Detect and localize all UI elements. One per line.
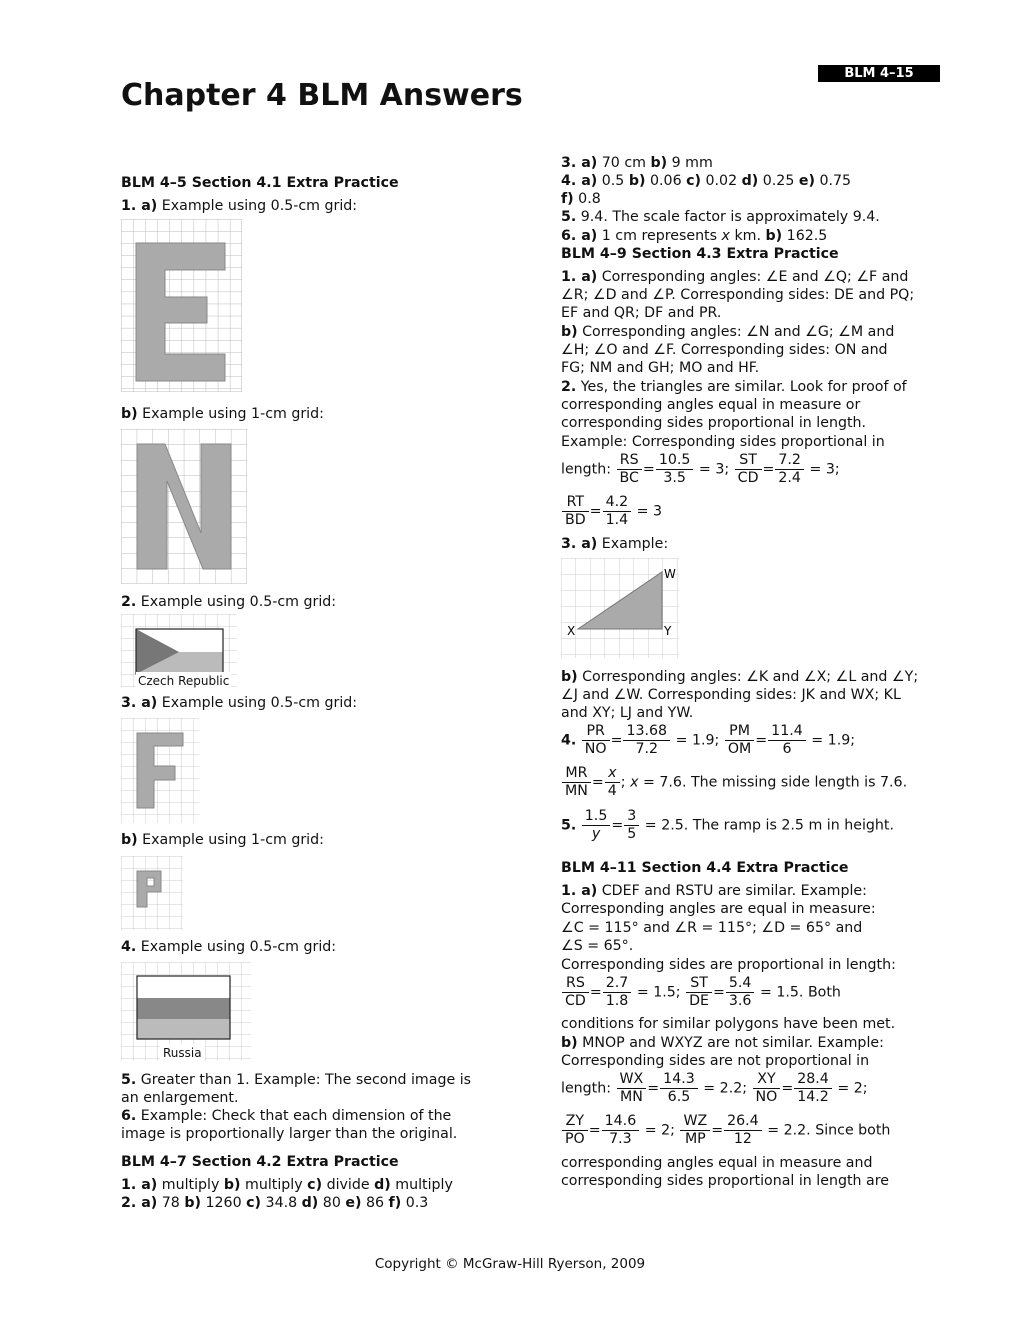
s4-q1a-fractions: $\frac{RS}{CD}$ = $\frac{2.7}{1.8}$ = 1.5; $\frac{ST}{DE}$ = $\frac{5.4}{3.6}$ = 1.5. Both [561, 975, 841, 1010]
label-y: Y [664, 624, 672, 638]
section-heading-4-5: BLM 4–5 Section 4.1 Extra Practice [121, 175, 399, 191]
s4-q1a-line2: Corresponding angles are equal in measure: [561, 901, 876, 917]
s3-q2-line4: Example: Corresponding sides proportional in [561, 434, 885, 450]
fraction-rs-cd: $\frac{RS}{CD}$ [562, 975, 589, 1010]
s3-q2-line2: corresponding angles equal in measure or [561, 397, 861, 413]
question-5-cont: an enlargement. [121, 1090, 239, 1106]
russia-label: Russia [160, 1044, 205, 1062]
s4-q1b-line4: corresponding sides proportional in length are [561, 1173, 889, 1189]
letter-e-figure [121, 219, 242, 392]
letter-n-figure [121, 429, 247, 584]
fraction-pm-om: $\frac{PM}{OM}$ [725, 723, 754, 758]
letter-f-figure [121, 718, 199, 823]
fraction-wz-mp: $\frac{WZ}{MP}$ [680, 1113, 710, 1148]
r-question-4: 4. a) 0.5 b) 0.06 c) 0.02 d) 0.25 e) 0.75 [561, 173, 852, 189]
s4-q1a-line3: ∠C = 115° and ∠R = 115°; ∠D = 65° and [561, 920, 863, 936]
fraction-zy-po: $\frac{ZY}{PO}$ [562, 1113, 588, 1148]
r-question-5: 5. 9.4. The scale factor is approximately 9.4. [561, 209, 880, 225]
fraction-mr-mn: $\frac{MR}{MN}$ [562, 765, 591, 800]
s3-q3b-line1: b) Corresponding angles: ∠K and ∠X; ∠L and ∠Y; [561, 669, 919, 685]
s3-q3a: 3. a) Example: [561, 536, 669, 552]
s3-q1a-line3: EF and QR; DF and PR. [561, 305, 722, 321]
s4-q1b-line1: b) MNOP and WXYZ are not similar. Example: [561, 1035, 884, 1051]
s3-q5-fractions: 5. $\frac{1.5}{y}$ = $\frac{3}{5}$ = 2.5. The ramp is 2.5 m in height. [561, 808, 894, 842]
r-question-6: 6. a) 1 cm represents x km. b) 162.5 [561, 228, 828, 244]
fraction-rs-bc: $\frac{RS}{BC}$ [617, 452, 642, 487]
s3-q1b-line2: ∠H; ∠O and ∠F. Corresponding sides: ON and [561, 342, 888, 358]
section-heading-4-11: BLM 4–11 Section 4.4 Extra Practice [561, 860, 849, 876]
s3-q3b-line2: ∠J and ∠W. Corresponding sides: JK and WX; KL [561, 687, 901, 703]
s4-q1a-line4: ∠S = 65°. [561, 938, 634, 954]
blm-badge: BLM 4–15 [818, 65, 940, 82]
s3-q2-fractions-row2: $\frac{RT}{BD}$ = $\frac{4.2}{1.4}$ = 3 [561, 494, 662, 529]
s3-q2-fractions-row1: length: $\frac{RS}{BC}$ = $\frac{10.5}{3.5}$ = 3; $\frac{ST}{CD}$ = $\frac{7.2}{2.4}$ = 3; [561, 452, 840, 486]
s3-q2-line1: 2. Yes, the triangles are similar. Look for proof of [561, 379, 907, 395]
fraction-15-y: $\frac{1.5}{y}$ [582, 808, 611, 843]
s4-q1b-line3: corresponding angles equal in measure and [561, 1155, 873, 1171]
question-6: 6. Example: Check that each dimension of the [121, 1108, 452, 1124]
s3-q2-line3: corresponding sides proportional in length. [561, 415, 867, 431]
r-question-3: 3. a) 70 cm b) 9 mm [561, 155, 713, 171]
s3-q3b-line3: and XY; LJ and YW. [561, 705, 694, 721]
question-1a: 1. a) Example using 0.5-cm grid: [121, 198, 358, 214]
section-heading-4-9: BLM 4–9 Section 4.3 Extra Practice [561, 246, 839, 262]
s3-q1a-line2: ∠R; ∠D and ∠P. Corresponding sides: DE and PQ; [561, 287, 915, 303]
question-1b: b) Example using 1-cm grid: [121, 406, 324, 422]
fraction-xy-no: $\frac{XY}{NO}$ [753, 1071, 781, 1106]
question-2: 2. Example using 0.5-cm grid: [121, 594, 337, 610]
r-question-4f: f) 0.8 [561, 191, 601, 207]
section-heading-4-7: BLM 4–7 Section 4.2 Extra Practice [121, 1154, 399, 1170]
fraction-pr-no: $\frac{PR}{NO}$ [582, 723, 610, 758]
fraction-rt-bd: $\frac{RT}{BD}$ [562, 494, 589, 529]
question-3b: b) Example using 1-cm grid: [121, 832, 324, 848]
letter-p-figure [121, 856, 183, 930]
s4-q1b-fractions-row1: length: $\frac{WX}{MN}$ = $\frac{14.3}{6.5}$ = 2.2; $\frac{XY}{NO}$ = $\frac{28.4}{14.2}$ = 2; [561, 1071, 868, 1105]
label-w: W [664, 567, 676, 581]
fraction-wx-mn: $\frac{WX}{MN}$ [617, 1071, 647, 1106]
question-6-cont: image is proportionally larger than the original. [121, 1126, 458, 1142]
s3-q1b-line3: FG; NM and GH; MO and HF. [561, 360, 760, 376]
question-5: 5. Greater than 1. Example: The second image is [121, 1072, 472, 1088]
s3-q1b-line1: b) Corresponding angles: ∠N and ∠G; ∠M and [561, 324, 895, 340]
s4-q1a-line6: conditions for similar polygons have been met. [561, 1016, 896, 1032]
question-3a: 3. a) Example using 0.5-cm grid: [121, 695, 358, 711]
s3-q4-fractions-row1: 4. $\frac{PR}{NO}$ = $\frac{13.68}{7.2}$ = 1.9; $\frac{PM}{OM}$ = $\frac{11.4}{6}$ = 1.9; [561, 723, 856, 757]
s4-q1b-fractions-row2: $\frac{ZY}{PO}$ = $\frac{14.6}{7.3}$ = 2; $\frac{WZ}{MP}$ = $\frac{26.4}{12}$ = 2.2. Since both [561, 1113, 890, 1148]
s3-q1a-line1: 1. a) Corresponding angles: ∠E and ∠Q; ∠F and [561, 269, 909, 285]
s4-q1a-line5: Corresponding sides are proportional in length: [561, 957, 896, 973]
copyright-footer: Copyright © McGraw-Hill Ryerson, 2009 [374, 1256, 646, 1272]
s4-q1a-line1: 1. a) CDEF and RSTU are similar. Example: [561, 883, 867, 899]
label-x: X [567, 624, 576, 638]
fraction-st-cd: $\frac{ST}{CD}$ [735, 452, 762, 487]
s4-q1b-line2: Corresponding sides are not proportional in [561, 1053, 870, 1069]
triangle-wxy-figure [561, 558, 679, 658]
czech-label: Czech Republic [138, 674, 230, 688]
s2-question-1: 1. a) multiply b) multiply c) divide d) multiply [121, 1177, 453, 1193]
s3-q4-fractions-row2: $\frac{MR}{MN}$ = $\frac{x}{4}$ ; x = 7.6. The missing side length is 7.6. [561, 765, 907, 800]
page-title: Chapter 4 BLM Answers [121, 78, 523, 113]
s2-question-2: 2. a) 78 b) 1260 c) 34.8 d) 80 e) 86 f) 0.3 [121, 1195, 429, 1211]
question-4: 4. Example using 0.5-cm grid: [121, 939, 337, 955]
fraction-st-de: $\frac{ST}{DE}$ [686, 975, 712, 1010]
